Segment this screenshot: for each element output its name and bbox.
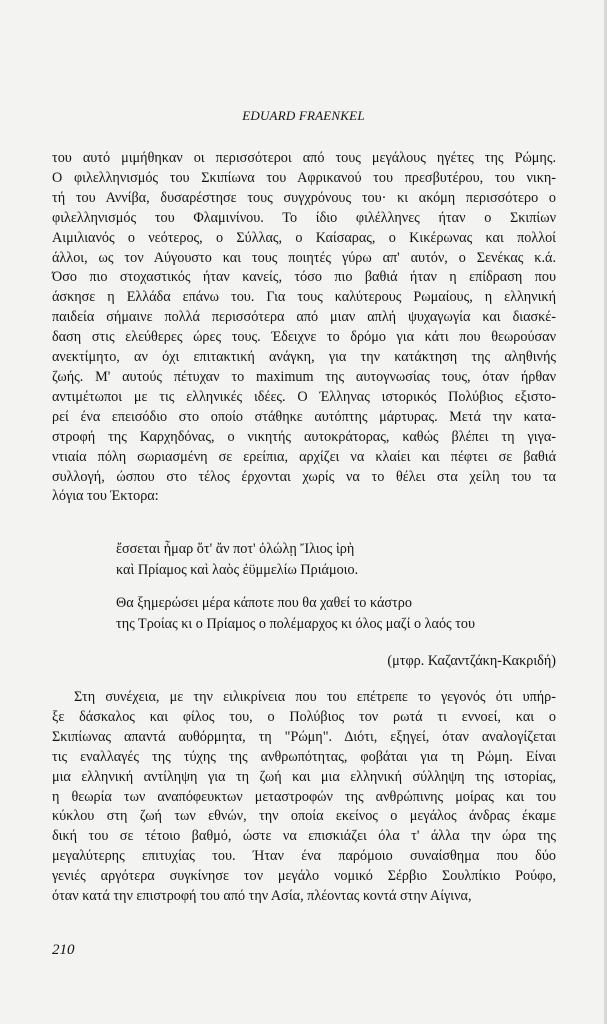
text-line: ξε δάσκαλος και φίλος του, ο Πολύβιος τον ρωτά τι εννοεί, και ο <box>52 708 556 725</box>
text-line: Αιμιλιανός ο νεότερος, ο Σύλλας, ο Καίσαρας, ο Κικέρωνας και πολλοί <box>52 229 556 246</box>
text-line: μεγαλύτερης επιτυχίας του. Ήταν ένα παρόμοιο συναίσθημα που δύο <box>52 848 556 865</box>
text-line: του αυτό μιμήθηκαν οι περισσότεροι από τους μεγάλους ηγέτες της Ρώμης. <box>52 150 556 166</box>
text-line: ντιαία πόλη σωριασμένη σε ερείπια, αρχίζει να κλαίει και πέφτει σε βαθιά <box>52 448 556 465</box>
page-number: 210 <box>52 942 75 958</box>
paragraph-2 <box>52 688 556 907</box>
text-line: Σκιπίωνας απαντά αυθόρμητα, τη "Ρώμη". Διότι, εξηγεί, όταν αναλογίζεται <box>52 728 556 745</box>
text-line: φιλελληνισμός του Φλαμινίνου. Το ίδιο φιλέλληνες ήταν ο Σκιπίων <box>52 209 556 226</box>
text-line: Ο φιλελληνισμός του Σκιπίωνα του Αφρικανού του πρεσβυτέρου, του νικη- <box>52 169 556 186</box>
text-line: Στη συνέχεια, με την ειλικρίνεια που του επέτρεπε το γεγονός ότι υπήρ- <box>74 689 556 705</box>
paragraph-1 <box>52 149 556 507</box>
text-line: παιδεία σήμαινε πολλά περισσότερα από μιαν απλή ψυχαγωγία και διασκέ- <box>52 309 556 326</box>
text-line: μια ελληνική αντίληψη για τη ζωή και μια ελληνική σύλληψη της ιστορίας, <box>52 768 556 785</box>
text-line: συλλογή, ώσπου στο τέλος έρχονται χωρίς να το θέλει στα χείλη του τα <box>52 468 556 485</box>
translation-attribution: (μτφρ. Καζαντζάκη-Κακριδή) <box>387 653 556 669</box>
text-line: ανεκτίμητο, αν όχι επιτακτική ανάγκη, για την κατάκτηση της αληθινής <box>52 349 556 366</box>
running-head: EDUARD FRAENKEL <box>242 108 365 123</box>
text-line: δική του σε τέτοιο βαθμό, ώστε να επισκιάζει όλα τ' άλλα την ώρα της <box>52 828 556 845</box>
quote-translation <box>116 593 556 635</box>
text-line: τή του Αννίβα, δυσαρέστησε τους συγχρόνους του· κι ακόμη περισσότερο ο <box>52 189 556 206</box>
text-line: αντιμέτωποι με τις ελληνικές ιδέες. Ο Έλληνας ιστορικός Πολύβιος εξιστο- <box>52 388 556 405</box>
text-line: λόγια του Έκτορα: <box>52 488 159 505</box>
text-line: γενιές αργότερα συγκίνησε τον μεγάλο νομικό Σέρβιο Σουλπίκιο Ρούφο, <box>52 868 556 885</box>
text-line: η θεωρία των αναπόφευκτων μεταστροφών της ανθρώπινης μοίρας και του <box>52 788 556 805</box>
text-line: ρεί ένα επεισόδιο στο οποίο στάθηκε αυτόπτης μάρτυρας. Μετά την κατα- <box>52 408 556 425</box>
text-line: στροφή της Καρχηδόνας, ο νικητής αυτοκράτορας, καθώς βλέπει τη γιγα- <box>52 428 556 445</box>
text-line: κύκλου στη ζωή των εθνών, την οποία εκείνος ο μεγάλος άνδρας έκαμε <box>52 808 556 825</box>
text-line: Θα ξημερώσει μέρα κάποτε που θα χαθεί το κάστρο <box>116 595 412 611</box>
text-line: ζωής. Μ' αυτούς πέτυχαν το maximum της αυτογνωσίας τους, όταν ήρθαν <box>52 368 556 385</box>
text-line: άλλοι, ως τον Αύγουστο και τους ποιητές γύρω απ' αυτόν, ο Σενέκας κ.ά. <box>52 249 556 266</box>
text-line: ἔσσεται ἦμαρ ὅτ' ἄν ποτ' ὀλώλῃ Ἴλιος ἱρὴ <box>116 541 355 557</box>
quote-greek-verse <box>116 539 556 581</box>
text-line: της Τροίας κι ο Πρίαμος ο πολέμαρχος κι όλος μαζί ο λαός του <box>116 616 476 632</box>
text-line: άσκησε η Ελλάδα επάνω του. Για τους καλύτερους Ρωμαίους, η ελληνική <box>52 289 556 306</box>
text-line: όταν κατά την επιστροφή του από την Ασία, πλέοντας κοντά στην Αίγινα, <box>52 888 472 905</box>
text-line: Όσο πιο στοχαστικός ήταν κανείς, τόσο πιο βαθιά ήταν η επίδραση που <box>52 269 556 286</box>
text-line: δαση στις ελεύθερες ώρες τους. Έδειχνε το δρόμο για κάτι που θεωρούσαν <box>52 329 556 346</box>
text-line: καὶ Πρίαμος καὶ λαὸς ἐϋμμελίω Πριάμοιο. <box>116 562 359 578</box>
text-line: τις εναλλαγές της τύχης της ανθρωπότητας, φοβάται για τη Ρώμη. Είναι <box>52 748 556 765</box>
